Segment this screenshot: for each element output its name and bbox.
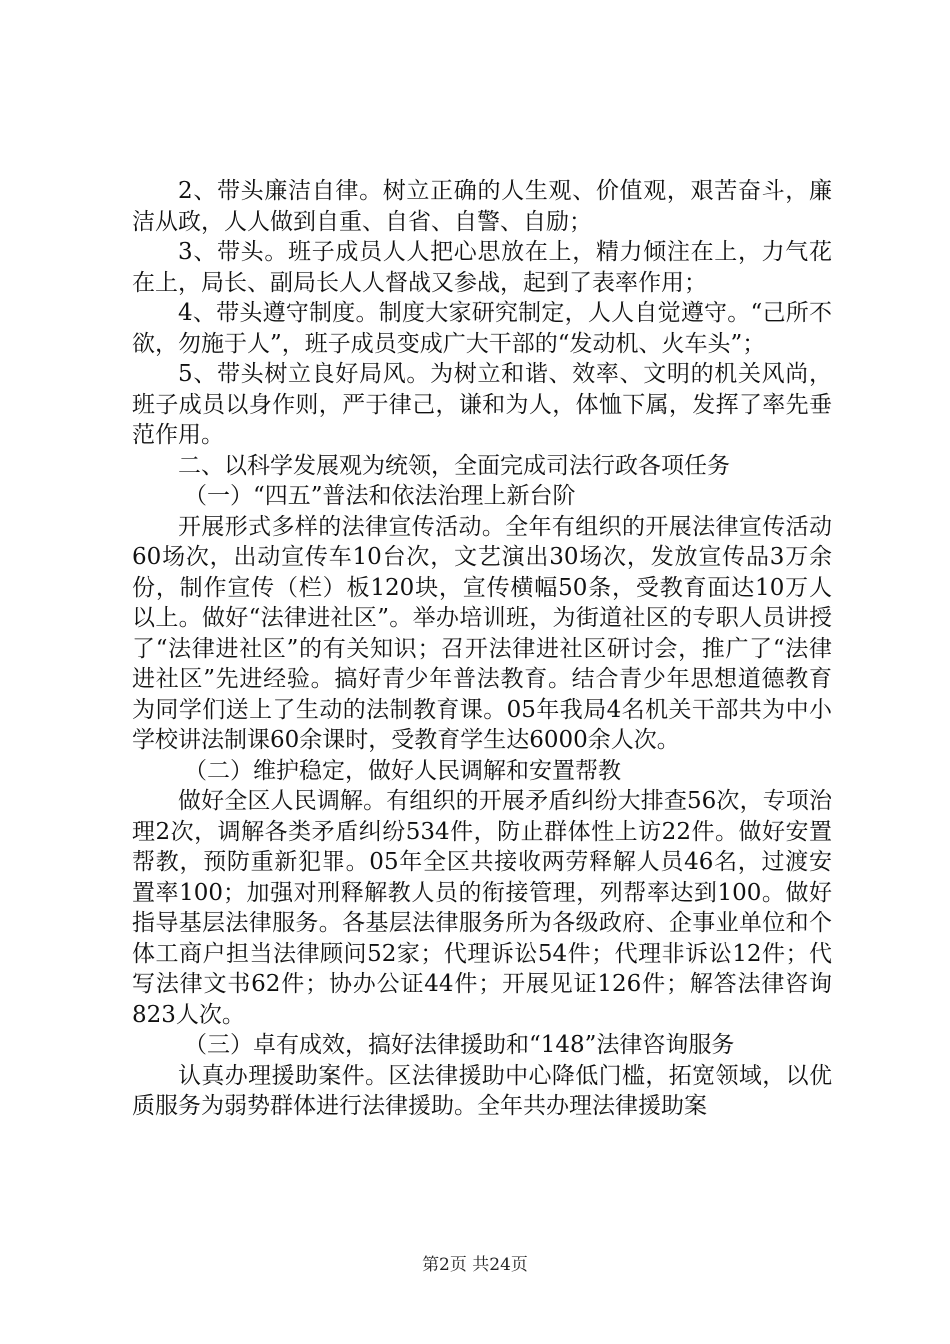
paragraph-mediation: 做好全区人民调解。有组织的开展矛盾纠纷大排查56次，专项治理2次，调解各类矛盾纠纷534件，防止群体性上访22件。做好安置帮教，预防重新犯罪。05年全区共接收两劳释解人员46名，过渡安置率100；加强对刑释解教人员的衔接管理，列帮率达到100。做好指导基层法律服务。各基层法律服务所为各级政府、企事业单位和个体工商户担当法律顾问52家；代理诉讼54件；代理非诉讼12件；代写法律文书62件；协办公证44件；开展见证126件；解答法律咨询823人次。 [132,788,832,1028]
paragraph-item-3: 3、带头。班子成员人人把心思放在上，精力倾注在上，力气花在上，局长、副局长人人督战又参战，起到了表率作用； [132,239,832,296]
section-heading-2: 二、以科学发展观为统领，全面完成司法行政各项任务 [178,452,730,479]
paragraph-item-5: 5、带头树立良好局风。为树立和谐、效率、文明的机关风尚，班子成员以身作则，严于律己，谦和为人，体恤下属，发挥了率先垂范作用。 [132,361,832,448]
subsection-heading-1: （一）“四五”普法和依法治理上新台阶 [184,483,576,509]
subsection-heading-2: （二）维护稳定，做好人民调解和安置帮教 [184,757,621,784]
paragraph-item-2: 2、带头廉洁自律。树立正确的人生观、价值观，艰苦奋斗，廉洁从政，人人做到自重、自省、自警、自励； [132,178,832,235]
paragraph-legal-aid: 认真办理援助案件。区法律援助中心降低门槛，拓宽领域，以优质服务为弱势群体进行法律援助。全年共办理法律援助案 [132,1062,832,1119]
page-footer: 第2页 共24页 [422,1255,528,1275]
paragraph-item-4: 4、带头遵守制度。制度大家研究制定，人人自觉遵守。“己所不欲，勿施于人”，班子成员变成广大干部的“发动机、火车头”； [132,300,832,357]
paragraph-legal-publicity: 开展形式多样的法律宣传活动。全年有组织的开展法律宣传活动60场次，出动宣传车10台次，文艺演出30场次，发放宣传品3万余份，制作宣传（栏）板120块，宣传横幅50条，受教育面达10万人以上。做好“法律进社区”。举办培训班，为街道社区的专职人员讲授了“法律进社区”的有关知识；召开法律进社区研讨会，推广了“法律进社区”先进经验。搞好青少年普法教育。结合青少年思想道德教育为同学们送上了生动的法制教育课。05年我局4名机关干部共为中小学校讲法制课60余课时，受教育学生达6000余人次。 [132,513,832,753]
body-text [132,176,832,1122]
subsection-heading-3: （三）卓有成效，搞好法律援助和“148”法律咨询服务 [184,1032,735,1058]
